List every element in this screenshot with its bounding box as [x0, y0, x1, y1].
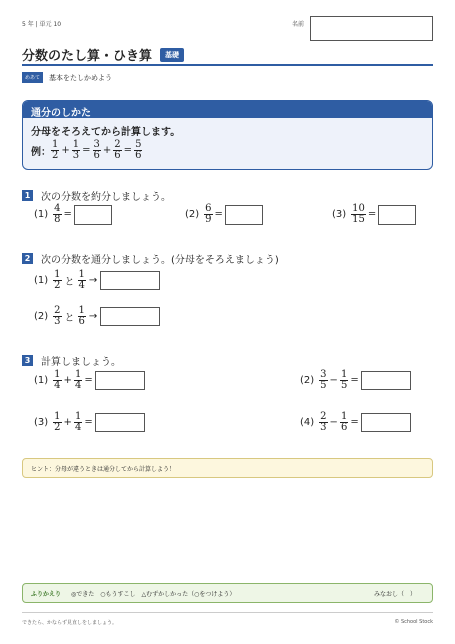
- s1-item-3: (3) $\frac{10}{15}$ =: [332, 204, 416, 225]
- s1-item-3-label: (3): [332, 209, 347, 220]
- numerator: 1: [52, 139, 59, 150]
- denominator: 6: [93, 150, 100, 161]
- fraction-b: [340, 370, 348, 391]
- s1-item-2: (2) $\frac{6}{9}$ =: [185, 204, 263, 225]
- numerator: 10: [352, 203, 365, 214]
- name-field[interactable]: [310, 16, 433, 41]
- s3-item-3: (3) $\frac{1}{2}$ + $\frac{1}{4}$ =: [34, 412, 145, 433]
- s1-item-1-fraction: [53, 204, 61, 225]
- denominator: 3: [54, 316, 61, 327]
- example-fraction: [51, 140, 59, 161]
- denominator: 2: [52, 150, 59, 161]
- numerator: 1: [78, 305, 85, 316]
- numerator: 1: [74, 411, 82, 422]
- hint-text: ヒント：分母が違うときは通分してから計算しよう！: [31, 466, 176, 473]
- review-label: ふりかえり: [31, 590, 62, 598]
- fraction-a: [319, 370, 327, 391]
- hint-box: [22, 458, 433, 478]
- connector: と: [64, 277, 75, 288]
- numerator: 6: [205, 203, 212, 214]
- denominator: 5: [320, 380, 327, 391]
- review-options: ◎できた ○もうすこし △むずかしかった（○をつけよう）: [71, 590, 236, 598]
- explain-line: 分母をそろえてから計算します。: [31, 127, 181, 138]
- operator: +: [63, 417, 72, 428]
- section2-title: 次の分数を通分しましょう。(分母をそろえましょう): [41, 255, 279, 266]
- s1-answer-3[interactable]: [378, 205, 416, 225]
- example-operator: =: [82, 145, 91, 156]
- denominator: 3: [72, 150, 80, 161]
- arrow-icon: →: [88, 275, 98, 286]
- explain-panel: [22, 100, 433, 170]
- fraction-a: [53, 370, 61, 391]
- example-operator: +: [61, 145, 70, 156]
- numerator: 1: [54, 411, 61, 422]
- section2-heading: [22, 251, 279, 266]
- page-title: 分数のたし算・ひき算: [22, 49, 153, 64]
- section2-number: 2: [22, 253, 33, 264]
- denominator: 6: [135, 150, 142, 161]
- fraction-a: [53, 412, 61, 433]
- denominator: 2: [54, 280, 61, 291]
- fraction-b: [74, 412, 82, 433]
- numerator: 2: [114, 139, 121, 150]
- title-row: [22, 45, 184, 64]
- s3-item-2-label: (2): [300, 375, 315, 386]
- s3-answer-1[interactable]: [95, 371, 145, 390]
- explain-example: [23, 138, 432, 163]
- fraction-b: [340, 412, 348, 433]
- denominator: 15: [352, 214, 365, 225]
- s1-item-3-fraction: [351, 204, 366, 225]
- s2-item-2-fraction-b: [78, 306, 86, 327]
- s2-item-2-fraction-a: [53, 306, 61, 327]
- explain-header: 通分のしかた: [23, 101, 432, 118]
- review-box: [22, 583, 433, 603]
- s2-answer-1[interactable]: [100, 271, 160, 290]
- s3-item-4-label: (4): [300, 417, 315, 428]
- example-fraction: [113, 140, 121, 161]
- s1-item-2-fraction: [204, 204, 212, 225]
- s3-answer-2[interactable]: [361, 371, 411, 390]
- arrow-icon: →: [88, 311, 98, 322]
- numerator: 1: [78, 269, 85, 280]
- operator: −: [329, 375, 338, 386]
- fraction-a: [319, 412, 327, 433]
- numerator: 3: [320, 369, 327, 380]
- s1-item-1-label: (1): [34, 209, 49, 220]
- section3-heading: [22, 353, 121, 368]
- s3-item-1-label: (1): [34, 375, 49, 386]
- footer-divider: [22, 612, 433, 613]
- section3-title: 計算しましょう。: [41, 357, 121, 368]
- s2-item-1-fraction-a: [53, 270, 61, 291]
- numerator: 1: [340, 369, 348, 380]
- s3-item-4: (4) $\frac{2}{3}$ − $\frac{1}{6}$ =: [300, 412, 411, 433]
- s1-answer-1[interactable]: [74, 205, 112, 225]
- numerator: 4: [54, 203, 61, 214]
- s3-answer-4[interactable]: [361, 413, 411, 432]
- footer-note: できたら、かならず見直しをしましょう。: [22, 620, 118, 626]
- s3-item-2: (2) $\frac{3}{5}$ − $\frac{1}{5}$ =: [300, 370, 411, 391]
- numerator: 1: [340, 411, 348, 422]
- denominator: 4: [78, 280, 85, 291]
- operator: −: [329, 417, 338, 428]
- numerator: 5: [135, 139, 142, 150]
- numerator: 1: [54, 269, 61, 280]
- aim-badge: めあて: [22, 72, 43, 83]
- numerator: 3: [93, 139, 100, 150]
- s2-item-2: [34, 306, 160, 327]
- denominator: 4: [54, 380, 61, 391]
- s3-item-3-label: (3): [34, 417, 49, 428]
- section3-number: 3: [22, 355, 33, 366]
- numerator: 2: [320, 411, 327, 422]
- numerator: 1: [54, 369, 61, 380]
- s1-item-2-label: (2): [185, 209, 200, 220]
- name-label: 名前: [292, 21, 305, 28]
- s2-item-1: [34, 270, 160, 291]
- example-operator: +: [102, 145, 112, 156]
- s3-answer-3[interactable]: [95, 413, 145, 432]
- example-operator: =: [123, 145, 133, 156]
- review-redo: みなおし（ ）: [373, 590, 416, 598]
- example-fraction: [72, 140, 80, 161]
- footer-copyright: © School Stock: [394, 619, 433, 625]
- numerator: 1: [74, 369, 82, 380]
- denominator: 4: [74, 422, 82, 433]
- example-expression: [51, 140, 142, 161]
- s1-item-1: (1) $\frac{4}{8}$ =: [34, 204, 112, 225]
- grade-unit: 5 年 | 単元 10: [22, 21, 62, 28]
- numerator: 2: [54, 305, 61, 316]
- example-label: 例：: [31, 147, 51, 158]
- denominator: 5: [340, 380, 348, 391]
- denominator: 3: [320, 422, 327, 433]
- aim-text: 基本をたしかめよう: [49, 73, 113, 82]
- denominator: 2: [54, 422, 61, 433]
- s2-answer-2[interactable]: [100, 307, 160, 326]
- connector: と: [64, 313, 75, 324]
- denominator: 6: [78, 316, 85, 327]
- section1-number: 1: [22, 190, 33, 201]
- example-fraction: [134, 140, 142, 161]
- section1-heading: [22, 188, 171, 203]
- operator: +: [63, 375, 72, 386]
- denominator: 9: [205, 214, 212, 225]
- example-fraction: [93, 140, 101, 161]
- s2-item-1-fraction-b: [78, 270, 86, 291]
- denominator: 8: [54, 214, 61, 225]
- section1-title: 次の分数を約分しましょう。: [41, 192, 171, 203]
- title-divider: [22, 64, 433, 66]
- level-badge: 基礎: [160, 48, 184, 62]
- numerator: 1: [72, 139, 80, 150]
- s2-item-2-label: (2): [34, 311, 49, 322]
- s1-answer-2[interactable]: [225, 205, 263, 225]
- aim-row: [22, 72, 112, 83]
- denominator: 6: [114, 150, 121, 161]
- denominator: 6: [340, 422, 348, 433]
- s3-item-1: (1) $\frac{1}{4}$ + $\frac{1}{4}$ =: [34, 370, 145, 391]
- fraction-b: [74, 370, 82, 391]
- s2-item-1-label: (1): [34, 275, 49, 286]
- denominator: 4: [74, 380, 82, 391]
